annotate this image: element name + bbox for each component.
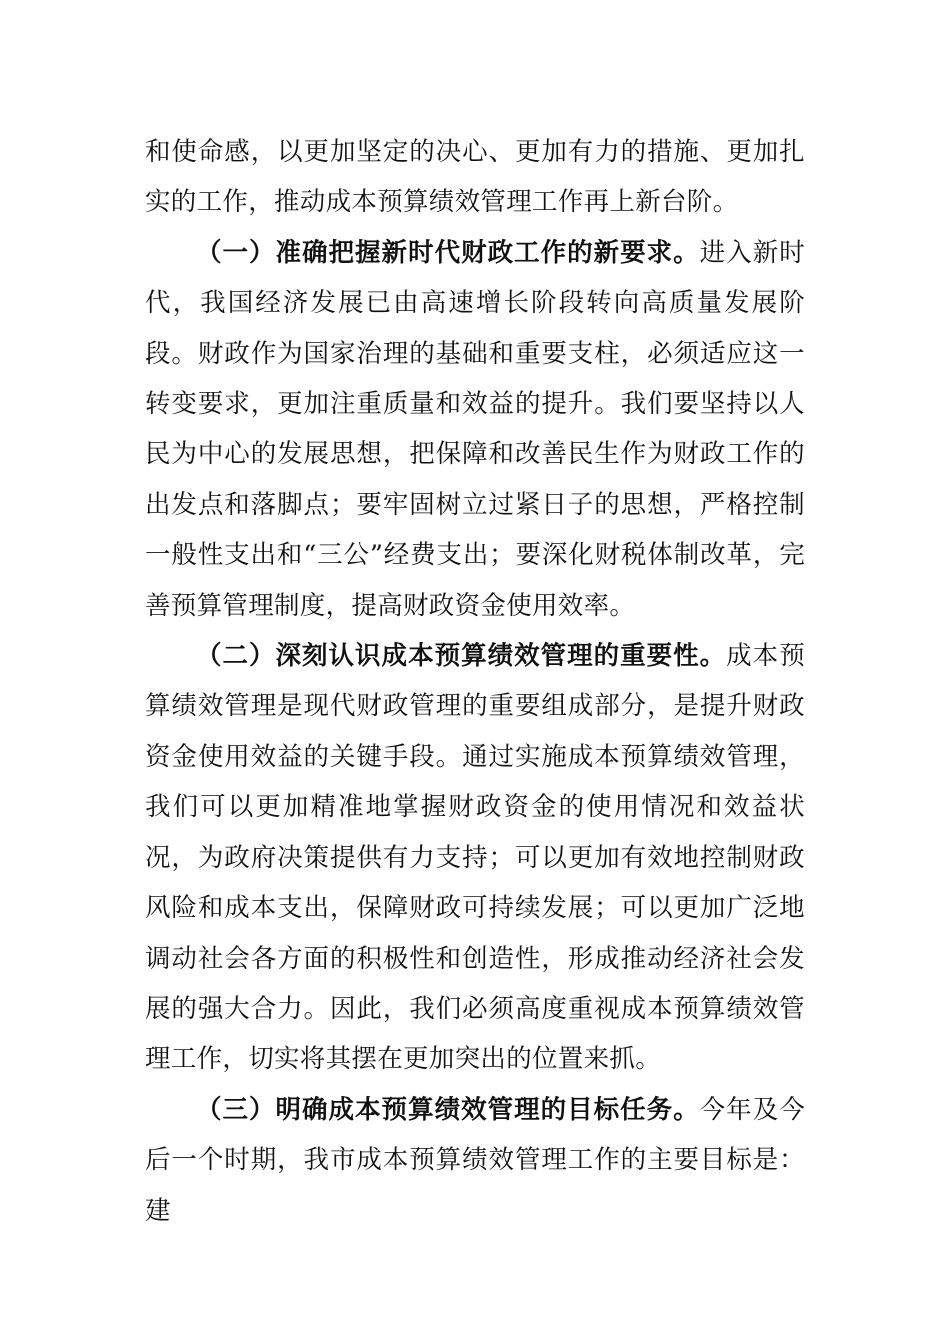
paragraph-text: 成本预算绩效管理是现代财政管理的重要组成部分，是提升财政资金使用效益的关键手段。通过实施成本预算绩效管理，我们可以更加精准地掌握财政资金的使用情况和效益状况，为政府决策提供有力支持；可以更加有效地控制财政风险和成本支出，保障财政可持续发展；可以更加广泛地调动社会各方面的积极性和创造性，形成推动经济社会发展的强大合力。因此，我们必须高度重视成本预算绩效管理工作，切实将其摆在更加突出的位置来抓。 — [145, 641, 805, 1075]
paragraph-text: 和使命感，以更加坚定的决心、更加有力的措施、更加扎实的工作，推动成本预算绩效管理工作再上新台阶。 — [145, 137, 805, 218]
paragraph-section-2 — [145, 631, 805, 1085]
section-heading-2: （二）深刻认识成本预算绩效管理的重要性。 — [196, 641, 727, 672]
paragraph-section-1 — [145, 228, 805, 631]
document-body — [145, 127, 805, 1236]
paragraph-continuation — [145, 127, 805, 228]
section-heading-1: （一）准确把握新时代财政工作的新要求。 — [196, 237, 700, 268]
section-heading-3: （三）明确成本预算绩效管理的目标任务。 — [196, 1094, 700, 1125]
paragraph-text: 今年及今后一个时期，我市成本预算绩效管理工作的主要目标是：建 — [145, 1094, 805, 1226]
paragraph-text: 进入新时代，我国经济发展已由高速增长阶段转向高质量发展阶段。财政作为国家治理的基础和重要支柱，必须适应这一转变要求，更加注重质量和效益的提升。我们要坚持以人民为中心的发展思想，把保障和改善民生作为财政工作的出发点和落脚点；要牢固树立过紧日子的思想，严格控制一般性支出和“三公”经费支出；要深化财税体制改革，完善预算管理制度，提高财政资金使用效率。 — [145, 237, 805, 621]
paragraph-section-3 — [145, 1085, 805, 1236]
